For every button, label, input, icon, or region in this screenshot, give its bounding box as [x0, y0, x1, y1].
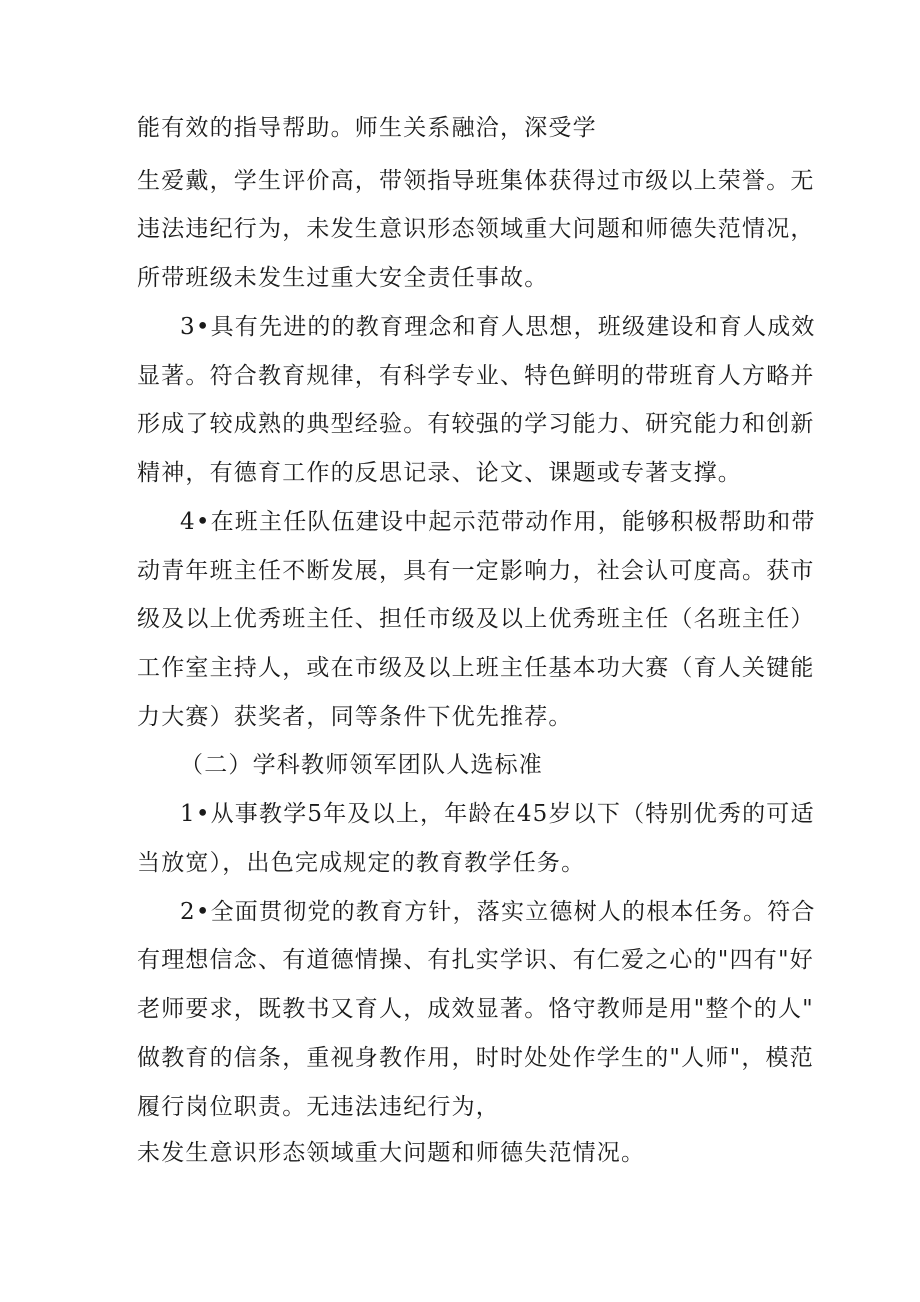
text-line: 能有效的指导帮助。师生关系融洽，深受学: [137, 115, 597, 141]
text-line: 工作室主持人，或在市级及以上班主任基本功大赛（育人关键能: [137, 655, 815, 681]
paragraph-4-start: 4•在班主任队伍建设中起示范带动作用，能够积极帮助和带: [180, 509, 816, 535]
text-line: 生爱戴，学生评价高，带领指导班集体获得过市级以上荣誉。无: [137, 168, 815, 194]
paragraph-3-start: 3•具有先进的的教育理念和育人思想，班级建设和育人成效: [180, 314, 816, 340]
text-line: 做教育的信条，重视身教作用，时时处处作学生的"人师"，模范: [137, 1045, 814, 1071]
text-line: 有理想信念、有道德情操、有扎实学识、有仁爱之心的"四有"好: [137, 947, 814, 973]
text-line: 所带班级未发生过重大安全责任事故。: [137, 265, 549, 291]
text-line: 级及以上优秀班主任、担任市级及以上优秀班主任（名班主任）: [137, 606, 815, 632]
text-line: 未发生意识形态领域重大问题和师德失范情况。: [137, 1140, 646, 1166]
text-line: 老师要求，既教书又育人，成效显著。恪守教师是用"整个的人": [137, 996, 814, 1022]
text-line: 形成了较成熟的典型经验。有较强的学习能力、研究能力和创新: [137, 411, 815, 437]
text-line: 违法违纪行为，未发生意识形态领域重大问题和师德失范情况，: [137, 216, 815, 242]
paragraph-1-start: 1•从事教学5年及以上，年龄在45岁以下（特别优秀的可适: [180, 801, 815, 827]
text-line: 履行岗位职责。无违法违纪行为，: [137, 1094, 500, 1120]
text-line: 当放宽），出色完成规定的教育教学任务。: [137, 850, 586, 876]
text-line: 显著。符合教育规律，有科学专业、特色鲜明的带班育人方略并: [137, 363, 815, 389]
text-line: 力大赛）获奖者，同等条件下优先推荐。: [137, 704, 573, 730]
text-line: 动青年班主任不断发展，具有一定影响力，社会认可度高。获市: [137, 558, 815, 584]
section-heading: （二）学科教师领军团队人选标准: [180, 752, 543, 778]
paragraph-2-start: 2•全面贯彻党的教育方针，落实立德树人的根本任务。符合: [180, 899, 816, 925]
text-line: 精神，有德育工作的反思记录、论文、课题或专著支撑。: [137, 460, 742, 486]
